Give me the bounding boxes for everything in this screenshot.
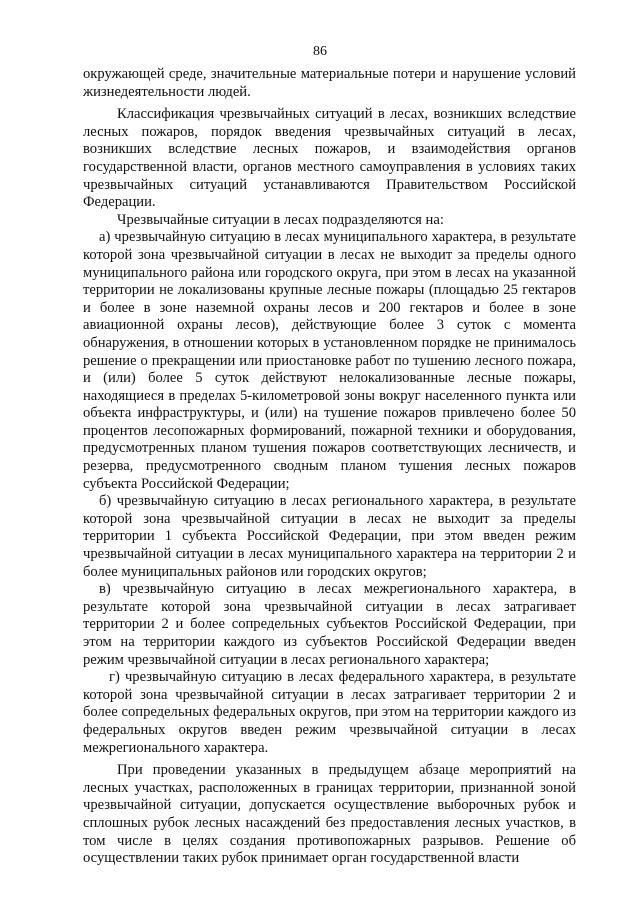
document-body [83,66,576,868]
paragraph-subdivision-intro: Чрезвычайные ситуации в лесах подразделяются на: [117,211,444,228]
paragraph-item-a: а) чрезвычайную ситуацию в лесах муниципального характера, в результате которой зона чрезвычайной ситуации в лесах не выходит за пределы одного муниципального района или городского округа, при этом в лесах на указанной территории не локализованы крупные лесные пожары (площадью 25 гектаров и более в зоне наземной охраны лесов и 200 гектаров и более в зоне авиационной охраны лесов), действующие более 3 суток с момента обнаружения, в отношении которых в установленном порядке не принималось решение о прекращении или приостановке работ по тушению лесного пожара, и (или) более 5 суток действуют нелокализованные лесные пожары, находящиеся в пределах 5-километровой зоны вокруг населенного пункта или объекта инфраструктуры, и (или) на тушение пожаров привлечено более 50 процентов лесопожарных формирований, пожарной техники и оборудования, предусмотренных планом тушения пожаров соответствующих лесничеств, и резерва, предусмотренного сводным планом тушения лесных пожаров субъекта Российской Федерации; [83,229,576,492]
page-number: 86 [313,44,327,59]
paragraph-classification: Классификация чрезвычайных ситуаций в лесах, возникших вследствие лесных пожаров, порядок введения чрезвычайных ситуаций в лесах, возникших вследствие лесных пожаров, и взаимодействия органов государственной власти, органов местного самоуправления в условиях таких чрезвычайных ситуаций устанавливаются Правительством Российской Федерации. [83,106,576,211]
paragraph-item-v: в) чрезвычайную ситуацию в лесах межрегионального характера, в результате которой зона чрезвычайной ситуации в лесах затрагивает территории 2 и более сопредельных субъектов Российской Федерации, при этом на территории каждого из субъектов Российской Федерации введен режим чрезвычайной ситуации в лесах регионального характера; [83,581,576,668]
paragraph-item-b: б) чрезвычайную ситуацию в лесах регионального характера, в результате которой зона чрезвычайной ситуации в лесах не выходит за пределы территории 1 субъекта Российской Федерации, при этом введен режим чрезвычайной ситуации в лесах муниципального характера на территории 2 и более муниципальных районов или городских округов; [83,493,576,580]
paragraph-item-g: г) чрезвычайную ситуацию в лесах федерального характера, в результате которой зона чрезвычайной ситуации в лесах затрагивает территории 2 и более сопредельных федеральных округов, при этом на территории каждого из федеральных округов введен режим чрезвычайной ситуации в лесах межрегионального характера. [83,669,576,756]
paragraph-logging-measures: При проведении указанных в предыдущем абзаце мероприятий на лесных участках, расположенных в границах территории, признанной зоной чрезвычайной ситуации, допускается осуществление выборочных рубок и сплошных рубок лесных насаждений без предоставления лесных участков, в том числе в целях создания противопожарных разрывов. Решение об осуществлении таких рубок принимает орган государственной власти [83,762,576,867]
paragraph-continuation: окружающей среде, значительные материальные потери и нарушение условий жизнедеятельности людей. [83,66,576,100]
